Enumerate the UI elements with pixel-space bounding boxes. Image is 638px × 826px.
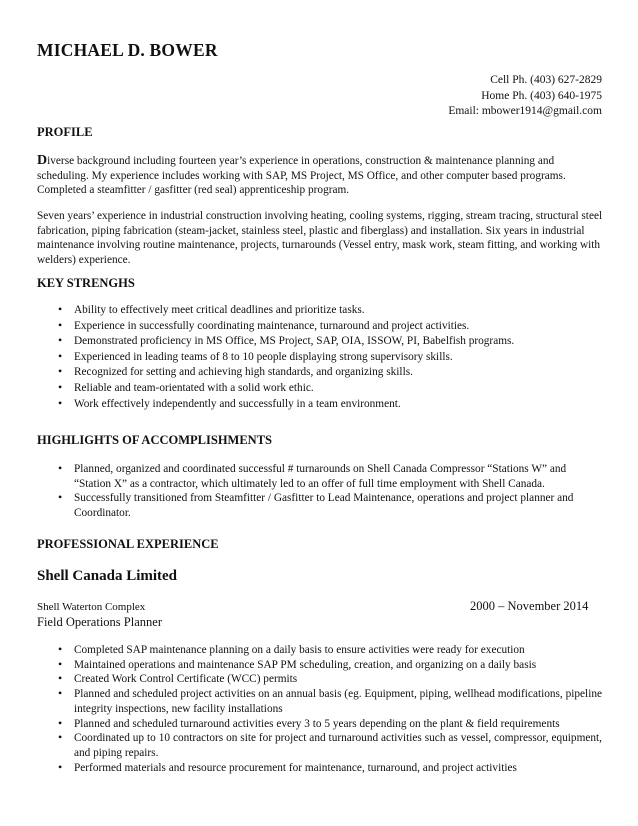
- bullet-icon: •: [58, 759, 63, 774]
- candidate-name: MICHAEL D. BOWER: [37, 40, 218, 60]
- cell-phone: Cell Ph. (403) 627-2829: [490, 74, 602, 86]
- list-item: • Experienced in leading teams of 8 to 10 people displaying strong supervisory skills.: [58, 348, 453, 363]
- accomplishments-heading: HIGHLIGHTS OF ACCOMPLISHMENTS: [37, 433, 272, 447]
- strengths-list: [37, 303, 597, 412]
- list-item: • Performed materials and resource procurement for maintenance, turnaround, and project activities: [58, 759, 517, 774]
- bullet-icon: •: [58, 461, 63, 475]
- employment-dates: 2000 – November 2014: [470, 599, 589, 613]
- list-item: • Planned, organized and coordinated successful # turnarounds on Shell Canada Compressor “Stations W” and “Station X” as a contractor, which ultimately led to an offer of full time employment with Shell Canada.: [58, 461, 567, 490]
- list-item: • Experience in successfully coordinating maintenance, turnaround and project activities.: [58, 317, 470, 332]
- bullet-icon: •: [58, 348, 63, 363]
- bullet-icon: •: [58, 364, 63, 379]
- bullet-icon: •: [58, 379, 63, 394]
- profile-paragraph-2: Seven years’ experience in industrial construction involving heating, cooling systems, rigging, stream tracing, structural steel fabrication, piping fabrication (steam-jacket, stainless steel, plastic and fiberglass) and installation. Six years in industrial maintenance involving routine maintenance, projects, turnarounds (Vessel entry, mask work, steam fitting, and working with welders) experience.: [37, 210, 603, 266]
- contact-block: [448, 73, 602, 120]
- list-item: • Recognized for setting and achieving high standards, and organizing skills.: [58, 364, 413, 379]
- list-item: • Reliable and team-orientated with a solid work ethic.: [58, 379, 314, 394]
- list-item: • Work effectively independently and successfully in a team environment.: [58, 395, 401, 410]
- list-item: • Maintained operations and maintenance SAP PM scheduling, creation, and organizing on a daily basis: [58, 656, 537, 671]
- list-item: • Created Work Control Certificate (WCC) permits: [58, 671, 298, 686]
- list-item: • Successfully transitioned from Steamfitter / Gasfitter to Lead Maintenance, operations and project planner and Coordinator.: [58, 490, 574, 519]
- bullet-icon: •: [58, 730, 63, 745]
- strengths-heading: KEY STRENGHS: [37, 276, 135, 290]
- company-name: Shell Canada Limited: [37, 568, 178, 584]
- bullet-icon: •: [58, 686, 63, 701]
- experience-heading: PROFESSIONAL EXPERIENCE: [37, 537, 219, 551]
- profile-paragraph-1-text: iverse background including fourteen year’s experience in operations, construction & maintenance planning and scheduling. My experience includes working with SAP, MS Project, MS Office, and other computer based programs. Completed a steamfitter / gasfitter (red seal) apprenticeship program.: [37, 155, 566, 197]
- bullet-icon: •: [58, 395, 63, 410]
- list-item: • Ability to effectively meet critical deadlines and prioritize tasks.: [58, 302, 365, 316]
- list-item: • Coordinated up to 10 contractors on site for project and turnaround activities such as vessel, compressor, equipment, and piping repairs.: [58, 730, 602, 759]
- profile-dropcap: D: [37, 153, 48, 168]
- job-duties-list: [37, 643, 602, 775]
- bullet-icon: •: [58, 656, 63, 671]
- profile-paragraph-1: [37, 154, 605, 198]
- work-site: Shell Waterton Complex: [37, 601, 146, 613]
- home-phone: Home Ph. (403) 640-1975: [481, 89, 602, 102]
- bullet-icon: •: [58, 715, 63, 730]
- bullet-icon: •: [58, 333, 63, 348]
- email: Email: mbower1914@gmail.com: [448, 105, 602, 117]
- bullet-icon: •: [58, 642, 63, 656]
- bullet-icon: •: [58, 302, 63, 316]
- list-item: • Demonstrated proficiency in MS Office, MS Project, SAP, OIA, ISSOW, PI, Babelfish programs.: [58, 333, 515, 348]
- bullet-icon: •: [58, 317, 63, 332]
- list-item: • Planned and scheduled project activities on an annual basis (eg. Equipment, piping, wellhead modifications, pipeline integrity inspections, new facility installations: [58, 686, 602, 715]
- job-title: Field Operations Planner: [37, 615, 162, 629]
- accomplishments-list: [37, 462, 597, 520]
- bullet-icon: •: [58, 490, 63, 505]
- profile-heading: PROFILE: [37, 125, 93, 139]
- bullet-icon: •: [58, 671, 63, 686]
- list-item: • Completed SAP maintenance planning on a daily basis to ensure activities were ready for execution: [58, 642, 525, 656]
- list-item: • Planned and scheduled turnaround activities every 3 to 5 years depending on the plant & field requirements: [58, 715, 560, 730]
